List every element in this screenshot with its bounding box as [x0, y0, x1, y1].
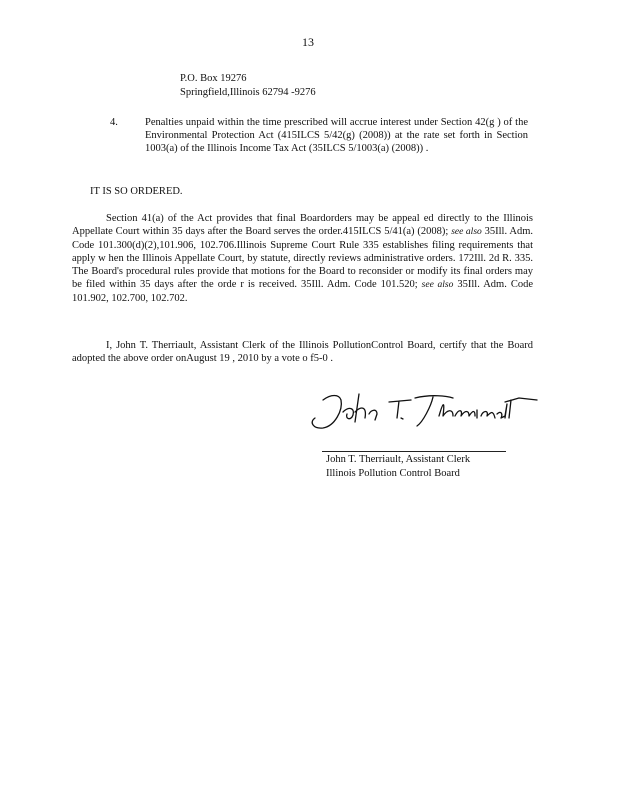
certification-text: I, John T. Therriault, Assistant Clerk of the Illinois PollutionControl Board, certify that the Board adopted the above order onAugust 19 , 2010 by a vote o f5-0 . — [72, 340, 533, 364]
item-number: 4. — [110, 117, 118, 128]
item-4-text: Penalties unpaid within the time prescribed will accrue interest under Section 42(g ) of the Environmental Protection Act (415ILCS 5/42(g) (2008)) at the rate set forth in Section 1003(a) of the Illinois Income Tax Act (35ILCS 5/1003(a) (2008)) . — [145, 117, 528, 154]
appeal-text-3: 35Ill. Adm. Code 101.902, 102.700, 102.702. — [72, 279, 534, 304]
signer-name: John T. Therriault, Assistant Clerk — [326, 454, 471, 465]
appeal-text-2: 35Ill. Adm. Code 101.300(d)(2),101.906, 102.706.Illinois Supreme Court Rule 335 establishes filing requirements that apply w hen the Illinois Appellate Court, by statute, directly reviews administrative orders. 172Ill. 2d R. 335. The Board's procedural rules provide that motions for the Board to reconsider or modify its final orders may be filed within 35 days after the orde r is received. 35Ill. Adm. Code 101.520; — [72, 226, 533, 290]
address-line-2: Springfield,Illinois 62794 -9276 — [180, 87, 316, 98]
signer-title: Illinois Pollution Control Board — [326, 468, 460, 479]
address-line-1: P.O. Box 19276 — [180, 73, 247, 84]
signature-line — [322, 451, 506, 452]
appeal-text-1: Section 41(a) of the Act provides that final Boardorders may be appeal ed directly to the Illinois Appellate Court within 35 days after the Board serves the order.415ILCS 5/41(a) (2008); — [72, 213, 533, 237]
see-also-1: see also — [451, 227, 482, 237]
certification-paragraph — [72, 339, 533, 365]
handwritten-signature — [305, 388, 547, 438]
ordered-heading: IT IS SO ORDERED. — [90, 186, 183, 197]
see-also-2: see also — [421, 280, 454, 290]
page-number: 13 — [302, 35, 314, 49]
appeal-paragraph — [72, 212, 533, 305]
